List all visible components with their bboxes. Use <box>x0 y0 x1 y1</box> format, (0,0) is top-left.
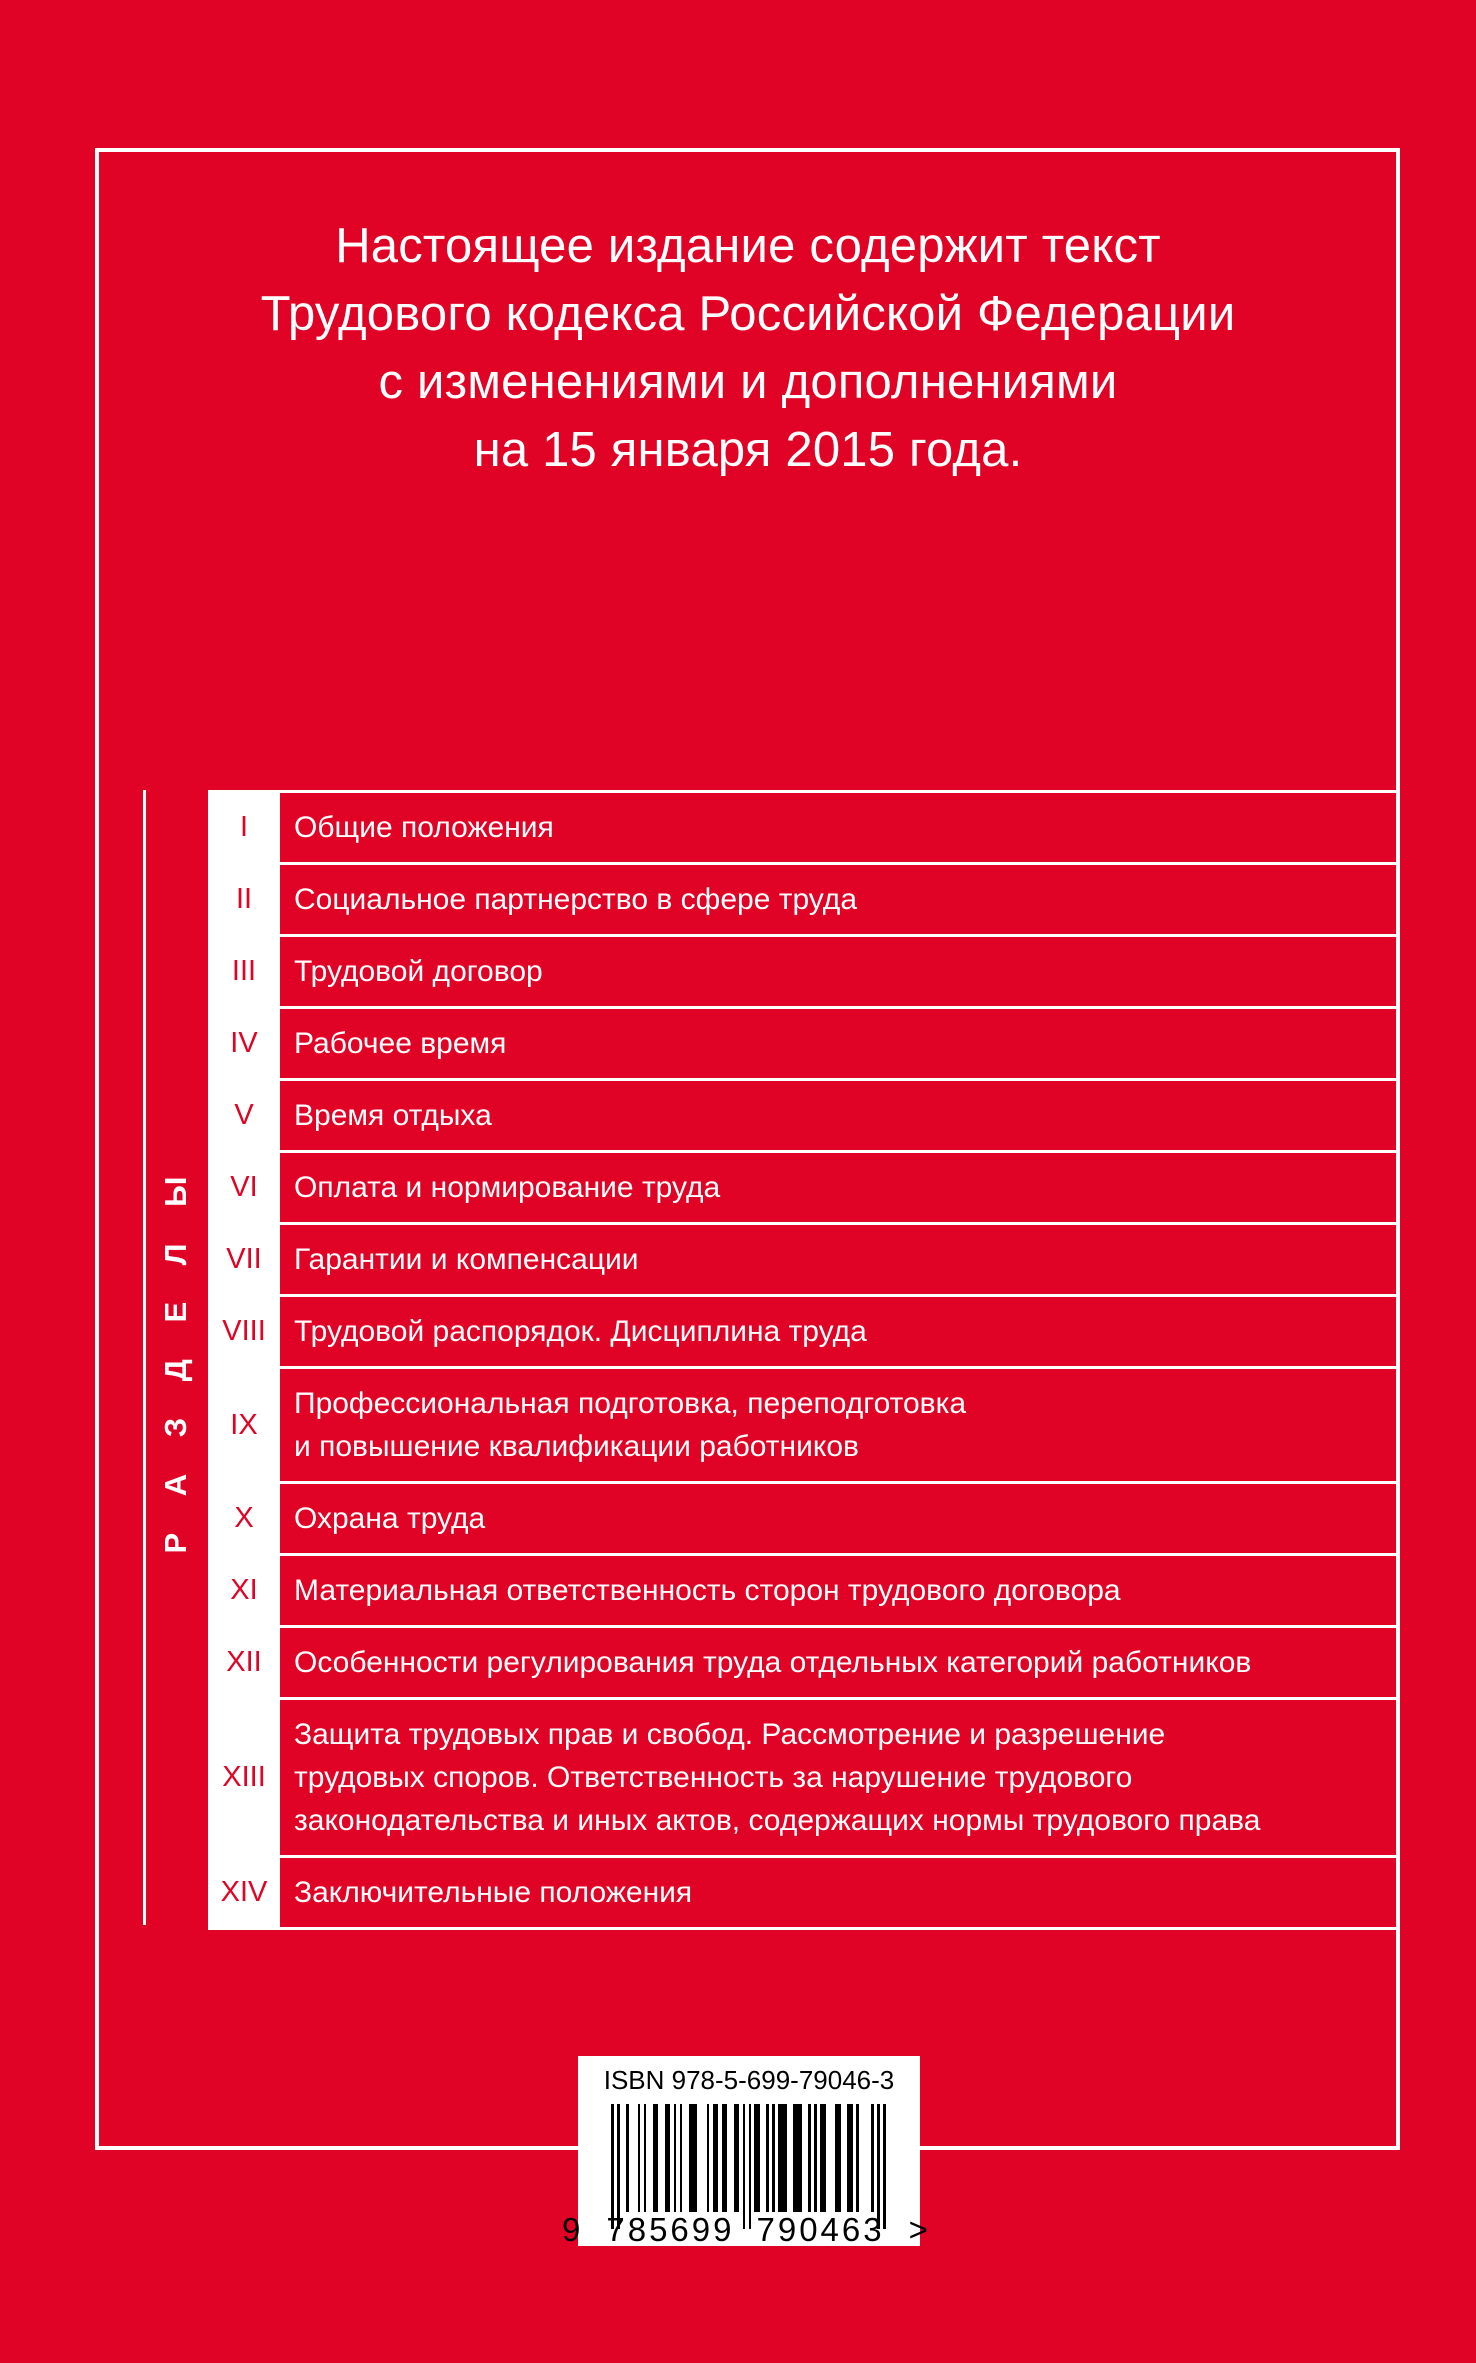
section-title-line: Профессиональная подготовка, переподготовка <box>294 1387 967 1420</box>
section-numeral: XI <box>208 1553 280 1625</box>
table-row <box>208 862 1398 934</box>
table-row <box>208 1078 1398 1150</box>
section-title-line: Рабочее время <box>294 1027 507 1060</box>
section-title <box>280 1225 1398 1294</box>
section-numeral: IV <box>208 1006 280 1078</box>
ean-left-group: 785699 <box>606 2211 735 2248</box>
section-numeral: XIII <box>208 1697 280 1855</box>
table-row <box>208 1294 1398 1366</box>
headline-line-3: с изменениями и дополнениями <box>378 355 1118 409</box>
section-title-line: Заключительные положения <box>294 1876 693 1909</box>
table-row <box>208 790 1398 862</box>
table-row <box>208 1553 1398 1625</box>
table-row <box>208 1150 1398 1222</box>
ean-digits <box>562 2211 936 2249</box>
headline-line-1: Настоящее издание содержит текст <box>335 219 1161 273</box>
section-numeral: IX <box>208 1366 280 1481</box>
table-row <box>208 1625 1398 1697</box>
section-title-line: Оплата и нормирование труда <box>294 1171 721 1204</box>
ean-suffix: > <box>908 2211 928 2248</box>
section-numeral: XII <box>208 1625 280 1697</box>
section-numeral: XIV <box>208 1855 280 1930</box>
section-title <box>280 1153 1398 1222</box>
section-title <box>280 1009 1398 1078</box>
section-title-line: Трудовой договор <box>294 955 543 988</box>
table-row <box>208 1697 1398 1855</box>
headline-line-2: Трудового кодекса Российской Федерации <box>260 287 1236 341</box>
ean-right-group: 790463 <box>756 2211 885 2248</box>
section-title-line: законодательства и иных актов, содержащих нормы трудового права <box>294 1804 1261 1837</box>
table-row <box>208 1006 1398 1078</box>
barcode-block <box>562 2056 928 2248</box>
section-title-line: Охрана труда <box>294 1502 486 1535</box>
table-row <box>208 1222 1398 1294</box>
section-numeral: I <box>208 790 280 862</box>
section-title <box>280 1700 1398 1855</box>
section-numeral: X <box>208 1481 280 1553</box>
section-title <box>280 1081 1398 1150</box>
barcode-bars <box>611 2104 886 2212</box>
section-title-line: Гарантии и компенсации <box>294 1243 639 1276</box>
section-numeral: VIII <box>208 1294 280 1366</box>
section-numeral: V <box>208 1078 280 1150</box>
sections-vertical-label-text: Р А З Д Е Л Ы <box>157 1161 193 1554</box>
section-title-line: Трудовой распорядок. Дисциплина труда <box>294 1315 867 1348</box>
section-title <box>280 1369 1398 1481</box>
section-title-line: Материальная ответственность сторон трудового договора <box>294 1574 1121 1607</box>
ean-lead-digit: 9 <box>562 2211 581 2248</box>
section-numeral: II <box>208 862 280 934</box>
section-title-line: Особенности регулирования труда отдельных категорий работников <box>294 1646 1252 1679</box>
section-title <box>280 1556 1398 1625</box>
section-title <box>280 793 1398 862</box>
table-row <box>208 1481 1398 1553</box>
table-row <box>208 1855 1398 1930</box>
section-numeral: VII <box>208 1222 280 1294</box>
section-title <box>280 1858 1398 1927</box>
section-title <box>280 865 1398 934</box>
section-title-line: Общие положения <box>294 811 554 844</box>
section-title-line: Социальное партнерство в сфере труда <box>294 883 857 916</box>
cover-headline-block <box>100 212 1396 484</box>
section-title-line: Время отдыха <box>294 1099 492 1132</box>
section-title <box>280 937 1398 1006</box>
headline-line-4: на 15 января 2015 года. <box>473 423 1023 477</box>
isbn-label: ISBN 978-5-699-79046-3 <box>603 2065 895 2095</box>
section-title-line: и повышение квалификации работников <box>294 1430 859 1463</box>
section-title-line: трудовых споров. Ответственность за нарушение трудового <box>294 1761 1133 1794</box>
section-title <box>280 1297 1398 1366</box>
table-row <box>208 1366 1398 1481</box>
section-title <box>280 1628 1398 1697</box>
sections-vertical-label <box>143 790 205 1925</box>
sections-table <box>208 790 1398 1930</box>
section-title <box>280 1484 1398 1553</box>
section-numeral: III <box>208 934 280 1006</box>
table-row <box>208 934 1398 1006</box>
section-numeral: VI <box>208 1150 280 1222</box>
section-title-line: Защита трудовых прав и свобод. Рассмотрение и разрешение <box>294 1718 1166 1751</box>
